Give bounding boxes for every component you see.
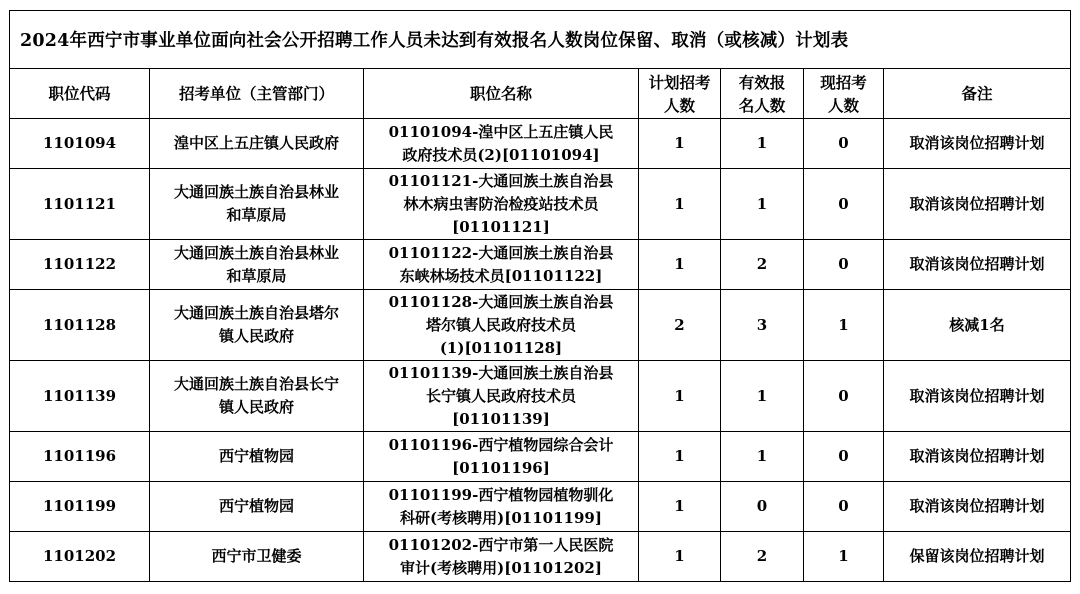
cell-position: 01101202-西宁市第一人民医院 审计(考核聘用)[01101202] bbox=[364, 532, 639, 582]
cell-now: 0 bbox=[804, 361, 884, 432]
cell-position: 01101121-大通回族土族自治县 林木病虫害防治检疫站技术员 [01101121] bbox=[364, 169, 639, 240]
cell-note: 取消该岗位招聘计划 bbox=[884, 240, 1071, 290]
cell-plan: 1 bbox=[639, 361, 721, 432]
cell-position: 01101139-大通回族土族自治县 长宁镇人民政府技术员 [01101139] bbox=[364, 361, 639, 432]
cell-plan: 1 bbox=[639, 240, 721, 290]
cell-plan: 1 bbox=[639, 482, 721, 532]
plan-table-container bbox=[9, 10, 1070, 582]
cell-note: 取消该岗位招聘计划 bbox=[884, 169, 1071, 240]
cell-code: 1101199 bbox=[10, 482, 150, 532]
cell-valid: 1 bbox=[721, 169, 804, 240]
cell-now: 1 bbox=[804, 290, 884, 361]
cell-now: 1 bbox=[804, 532, 884, 582]
header-note: 备注 bbox=[884, 69, 1071, 119]
table-row bbox=[10, 169, 1071, 240]
cell-now: 0 bbox=[804, 240, 884, 290]
cell-unit: 大通回族土族自治县长宁 镇人民政府 bbox=[150, 361, 364, 432]
table-title: 2024年西宁市事业单位面向社会公开招聘工作人员未达到有效报名人数岗位保留、取消（或核减）计划表 bbox=[10, 11, 1071, 69]
cell-code: 1101094 bbox=[10, 119, 150, 169]
cell-unit: 大通回族土族自治县林业 和草原局 bbox=[150, 169, 364, 240]
table-row bbox=[10, 532, 1071, 582]
header-plan: 计划招考 人数 bbox=[639, 69, 721, 119]
cell-position: 01101128-大通回族土族自治县 塔尔镇人民政府技术员 (1)[01101128] bbox=[364, 290, 639, 361]
table-row bbox=[10, 361, 1071, 432]
cell-plan: 1 bbox=[639, 532, 721, 582]
cell-unit: 西宁植物园 bbox=[150, 432, 364, 482]
cell-valid: 1 bbox=[721, 432, 804, 482]
cell-valid: 1 bbox=[721, 119, 804, 169]
header-valid: 有效报 名人数 bbox=[721, 69, 804, 119]
cell-plan: 2 bbox=[639, 290, 721, 361]
cell-valid: 2 bbox=[721, 240, 804, 290]
cell-now: 0 bbox=[804, 432, 884, 482]
table-row bbox=[10, 119, 1071, 169]
table-row bbox=[10, 290, 1071, 361]
cell-plan: 1 bbox=[639, 119, 721, 169]
cell-valid: 3 bbox=[721, 290, 804, 361]
header-row bbox=[10, 69, 1071, 119]
cell-note: 保留该岗位招聘计划 bbox=[884, 532, 1071, 582]
cell-now: 0 bbox=[804, 119, 884, 169]
cell-plan: 1 bbox=[639, 432, 721, 482]
cell-note: 取消该岗位招聘计划 bbox=[884, 432, 1071, 482]
header-code: 职位代码 bbox=[10, 69, 150, 119]
cell-now: 0 bbox=[804, 169, 884, 240]
cell-code: 1101122 bbox=[10, 240, 150, 290]
cell-unit: 大通回族土族自治县林业 和草原局 bbox=[150, 240, 364, 290]
plan-table bbox=[9, 10, 1071, 582]
cell-note: 取消该岗位招聘计划 bbox=[884, 119, 1071, 169]
cell-now: 0 bbox=[804, 482, 884, 532]
cell-valid: 1 bbox=[721, 361, 804, 432]
cell-unit: 西宁市卫健委 bbox=[150, 532, 364, 582]
header-unit: 招考单位（主管部门） bbox=[150, 69, 364, 119]
cell-valid: 0 bbox=[721, 482, 804, 532]
cell-note: 取消该岗位招聘计划 bbox=[884, 361, 1071, 432]
cell-valid: 2 bbox=[721, 532, 804, 582]
cell-position: 01101094-湟中区上五庄镇人民 政府技术员(2)[01101094] bbox=[364, 119, 639, 169]
cell-code: 1101202 bbox=[10, 532, 150, 582]
cell-unit: 大通回族土族自治县塔尔 镇人民政府 bbox=[150, 290, 364, 361]
table-row bbox=[10, 240, 1071, 290]
cell-note: 核减1名 bbox=[884, 290, 1071, 361]
cell-code: 1101128 bbox=[10, 290, 150, 361]
cell-plan: 1 bbox=[639, 169, 721, 240]
cell-note: 取消该岗位招聘计划 bbox=[884, 482, 1071, 532]
cell-position: 01101196-西宁植物园综合会计 [01101196] bbox=[364, 432, 639, 482]
cell-position: 01101199-西宁植物园植物驯化 科研(考核聘用)[01101199] bbox=[364, 482, 639, 532]
header-now: 现招考 人数 bbox=[804, 69, 884, 119]
cell-code: 1101121 bbox=[10, 169, 150, 240]
header-position: 职位名称 bbox=[364, 69, 639, 119]
cell-position: 01101122-大通回族土族自治县 东峡林场技术员[01101122] bbox=[364, 240, 639, 290]
table-row bbox=[10, 432, 1071, 482]
cell-unit: 湟中区上五庄镇人民政府 bbox=[150, 119, 364, 169]
cell-code: 1101139 bbox=[10, 361, 150, 432]
table-row bbox=[10, 482, 1071, 532]
cell-unit: 西宁植物园 bbox=[150, 482, 364, 532]
cell-code: 1101196 bbox=[10, 432, 150, 482]
